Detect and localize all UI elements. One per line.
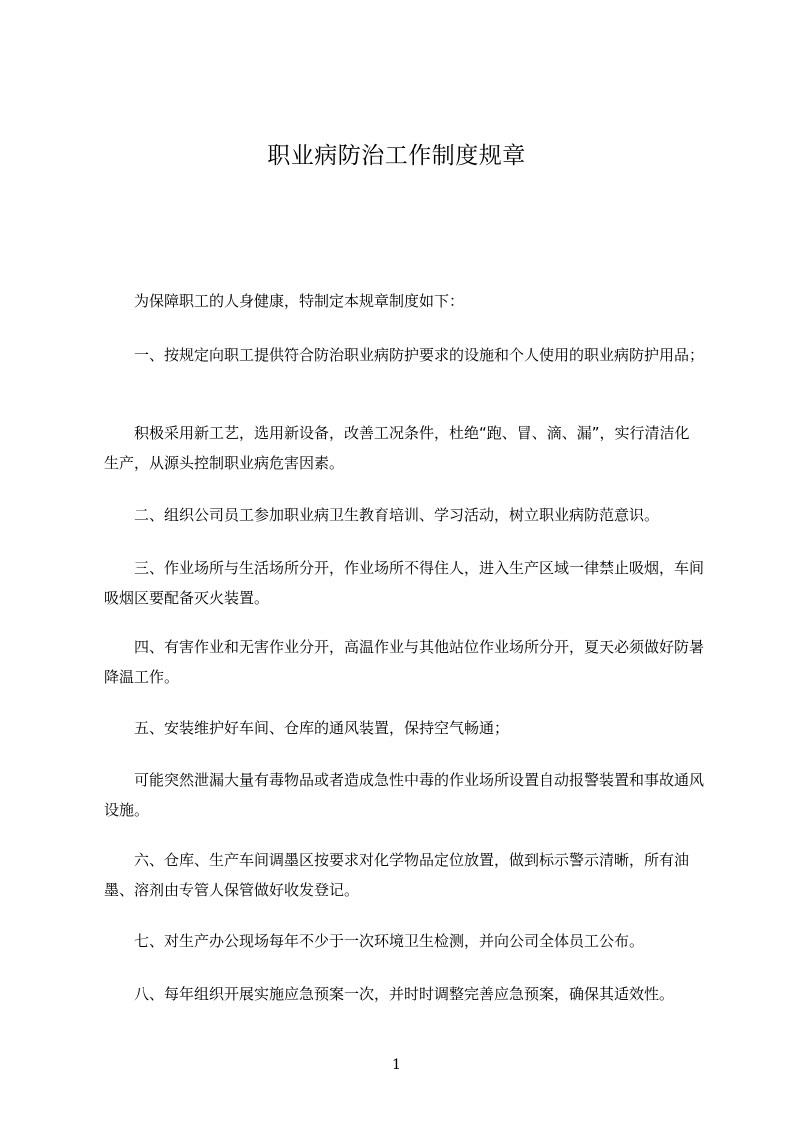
paragraph-item-5-detail: 可能突然泄漏大量有毒物品或者造成急性中毒的作业场所设置自动报警装置和事故通风设施。 xyxy=(104,771,705,819)
paragraph-intro: 为保障职工的人身健康，特制定本规章制度如下： xyxy=(134,292,465,310)
paragraph-item-3: 三、作业场所与生活场所分开，作业场所不得住人，进入生产区域一律禁止吸烟，车间吸烟区要配备灭火装置。 xyxy=(104,559,705,607)
paragraph-item-7: 七、对生产办公现场每年不少于一次环境卫生检测，并向公司全体员工公布。 xyxy=(134,932,645,950)
paragraph-item-1-detail: 积极采用新工艺，选用新设备，改善工况条件，杜绝“跑、冒、滴、漏”，实行清洁化生产，从源头控制职业病危害因素。 xyxy=(104,424,690,472)
paragraph-item-2: 二、组织公司员工参加职业病卫生教育培训、学习活动，树立职业病防范意识。 xyxy=(134,506,660,524)
document-title: 职业病防治工作制度规章 xyxy=(267,143,526,169)
paragraph-item-5: 五、安装维护好车间、仓库的通风装置，保持空气畅通； xyxy=(134,719,510,737)
paragraph-item-4: 四、有害作业和无害作业分开，高温作业与其他站位作业场所分开，夏天必须做好防暑降温工作。 xyxy=(104,638,705,686)
page-number: 1 xyxy=(392,1057,401,1073)
paragraph-item-1: 一、按规定向职工提供符合防治职业病防护要求的设施和个人使用的职业病防护用品； xyxy=(134,346,705,364)
paragraph-item-8: 八、每年组织开展实施应急预案一次，并时时调整完善应急预案，确保其适效性。 xyxy=(134,985,675,1003)
paragraph-item-6: 六、仓库、生产车间调墨区按要求对化学物品定位放置，做到标示警示清晰，所有油墨、溶剂由专管人保管做好收发登记。 xyxy=(104,851,690,899)
